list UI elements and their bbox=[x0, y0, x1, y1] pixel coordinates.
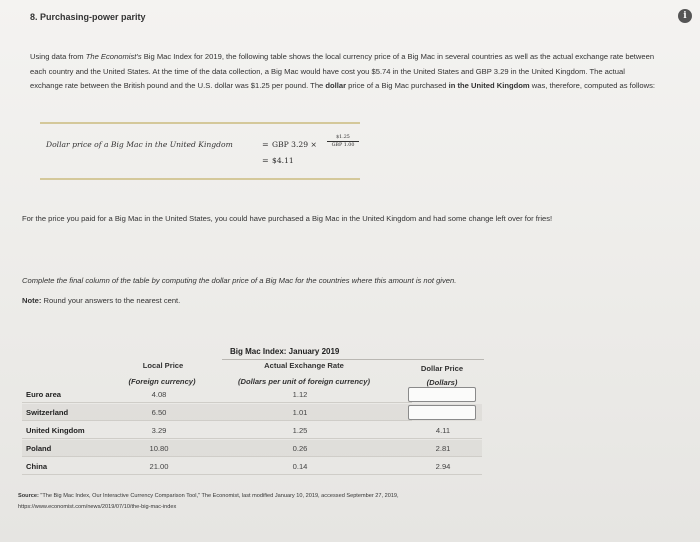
formula-result: $4.11 bbox=[272, 156, 294, 165]
row-local-price: 4.08 bbox=[151, 390, 167, 399]
row-exchange-rate: 1.12 bbox=[292, 390, 308, 399]
formula-numerator: $1.25 bbox=[327, 134, 359, 142]
intro-text-dollar: dollar bbox=[325, 81, 347, 90]
row-dollar-price: 4.11 bbox=[435, 426, 451, 435]
row-local-price: 10.80 bbox=[149, 444, 169, 453]
row-local-price: 21.00 bbox=[149, 462, 169, 471]
formula-bottom-rule bbox=[40, 178, 360, 180]
table-row-euro bbox=[22, 386, 482, 403]
intro-text-7: was, therefore, computed as follows: bbox=[529, 81, 655, 90]
row-dollar-price: 2.81 bbox=[435, 444, 451, 453]
row-country: Euro area bbox=[26, 390, 62, 399]
row-rule bbox=[22, 438, 482, 439]
formula-top-rule bbox=[40, 122, 360, 124]
row-local-price: 6.50 bbox=[151, 408, 167, 417]
instruction-paragraph: Complete the final column of the table by computing the dollar price of a Big Mac for the countries where this amount is not given. bbox=[22, 276, 457, 285]
intro-text-3: Big Mac Index for 2019, the following table shows the local currency price of a Big Mac in several countries as well as the actual exchange rate between each country and the United States. At the time of the data collection, a Big Mac would have cost you $5.74 in the United States and GBP 3.29 in the United Kingdom. The actual exchange rate between the British pound and the U.S. dollar was $1.25 per pound. The bbox=[30, 52, 655, 90]
row-rule bbox=[22, 402, 412, 403]
row-dollar-price: 2.94 bbox=[435, 462, 451, 471]
intro-text-1: Using data from bbox=[30, 52, 86, 61]
dollar-price-input-euro[interactable] bbox=[408, 387, 476, 402]
row-rule bbox=[22, 420, 412, 421]
table-row-switzerland bbox=[22, 404, 482, 421]
row-country: China bbox=[26, 462, 48, 471]
dollar-price-input-switzerland[interactable] bbox=[408, 405, 476, 420]
row-local-price: 3.29 bbox=[151, 426, 167, 435]
rounding-note bbox=[22, 296, 180, 305]
row-country: Poland bbox=[26, 444, 52, 453]
table-title: Big Mac Index: January 2019 bbox=[230, 347, 340, 356]
table-row-poland bbox=[22, 440, 482, 457]
source-url[interactable]: https://www.economist.com/news/2019/07/10/the-big-mac-index bbox=[18, 504, 177, 510]
row-exchange-rate: 1.25 bbox=[292, 426, 308, 435]
table-title-rule bbox=[222, 359, 484, 360]
intro-text-economist: The Economist's bbox=[85, 52, 142, 61]
row-rule bbox=[22, 456, 482, 457]
formula-equals-1: = bbox=[262, 140, 269, 149]
formula-multiplier: GBP 3.29 × bbox=[272, 140, 317, 149]
row-exchange-rate: 1.01 bbox=[292, 408, 308, 417]
formula-equals-2: = bbox=[262, 156, 269, 165]
note-text: Round your answers to the nearest cent. bbox=[41, 296, 181, 305]
col-header-rate-1: Actual Exchange Rate bbox=[264, 361, 344, 370]
row-exchange-rate: 0.14 bbox=[292, 462, 308, 471]
row-exchange-rate: 0.26 bbox=[292, 444, 308, 453]
formula-denominator: GBP 1.00 bbox=[331, 143, 355, 148]
table-row-china bbox=[22, 458, 482, 475]
info-icon[interactable]: i bbox=[678, 9, 692, 23]
source-label: Source: bbox=[18, 493, 39, 499]
intro-text-5: price of a Big Mac purchased bbox=[346, 81, 449, 90]
formula-lhs: Dollar price of a Big Mac in the United Kingdom bbox=[46, 140, 233, 149]
col-header-dollar-1: Dollar Price bbox=[420, 364, 464, 373]
change-paragraph: For the price you paid for a Big Mac in the United States, you could have purchased a Big Mac in the United Kingdom and had some change left over for fries! bbox=[22, 214, 553, 223]
source-text: "The Big Mac Index, Our Interactive Currency Comparison Tool," The Economist, last modified January 10, 2019, accessed September 27, 2019, bbox=[38, 493, 399, 499]
col-header-dollar-2: (Dollars) bbox=[426, 378, 458, 387]
formula-box bbox=[40, 122, 360, 182]
question-heading: 8. Purchasing-power parity bbox=[30, 12, 146, 22]
table-row-united-kingdom bbox=[22, 422, 482, 439]
row-country: Switzerland bbox=[26, 408, 69, 417]
col-header-local-2: (Foreign currency) bbox=[128, 377, 196, 386]
source-citation bbox=[18, 491, 658, 513]
formula-fraction bbox=[327, 134, 359, 149]
col-header-local-1: Local Price bbox=[142, 361, 184, 370]
note-label: Note: bbox=[22, 296, 42, 305]
col-header-rate-2: (Dollars per unit of foreign currency) bbox=[237, 377, 371, 386]
row-country: United Kingdom bbox=[26, 426, 85, 435]
intro-paragraph bbox=[30, 50, 655, 94]
intro-text-uk: in the United Kingdom bbox=[448, 81, 530, 90]
row-rule bbox=[22, 474, 482, 475]
